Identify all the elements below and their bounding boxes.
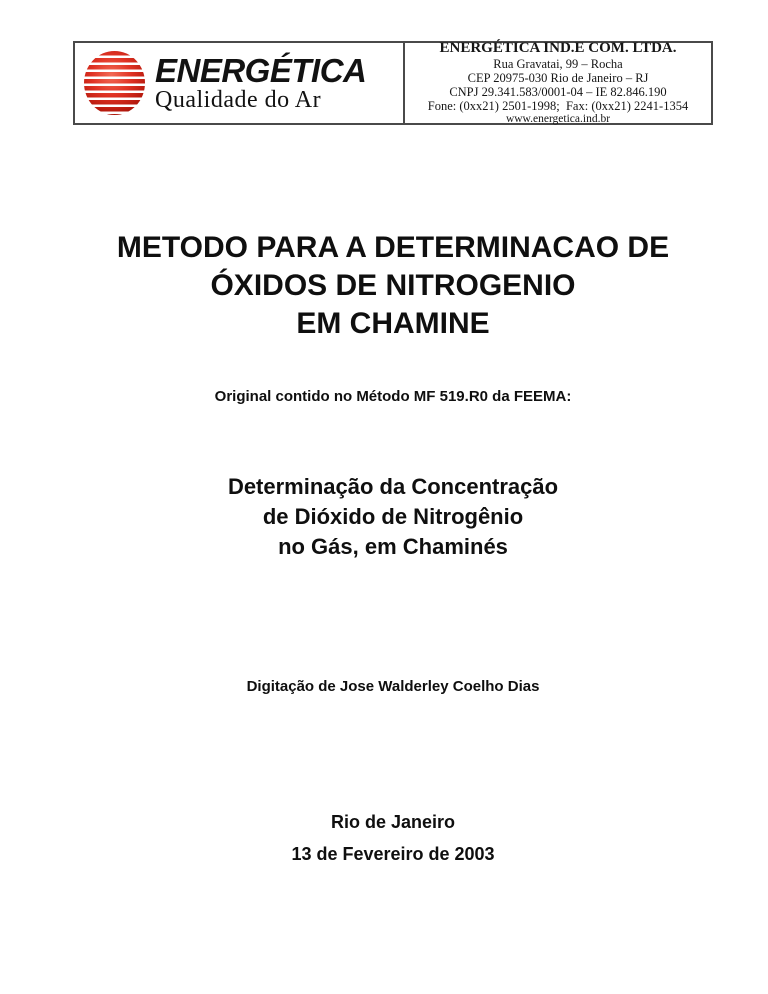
- document-title-line3: EM CHAMINE: [296, 307, 490, 340]
- company-phone-fax: Fone: (0xx21) 2501-1998; Fax: (0xx21) 2241-1354: [427, 99, 689, 114]
- document-title-line1: METODO PARA A DETERMINACAO DE: [116, 231, 670, 264]
- company-info-block: [403, 39, 711, 126]
- company-address-street: Rua Gravatai, 99 – Rocha: [493, 56, 623, 71]
- company-website: www.energetica.ind.br: [505, 113, 611, 126]
- document-title: [73, 229, 713, 343]
- document-title-line2: ÓXIDOS DE NITROGENIO: [210, 269, 576, 302]
- company-registration: CNPJ 29.341.583/0001-04 – IE 82.846.190: [449, 85, 667, 100]
- document-subtitle-line2: de Dióxido de Nitrogênio: [262, 504, 524, 529]
- place: Rio de Janeiro: [330, 812, 456, 832]
- company-logo: [75, 43, 403, 123]
- source-note: Original contido no Método MF 519.R0 da FEEMA:: [214, 388, 572, 405]
- company-address-city: CEP 20975-030 Rio de Janeiro – RJ: [467, 70, 649, 85]
- brand-tagline: Qualidade do Ar: [155, 87, 322, 113]
- document-subtitle: [73, 472, 713, 562]
- brand-name: ENERGÉTICA: [155, 52, 367, 89]
- company-name: ENERGÉTICA IND.E COM. LTDA.: [439, 39, 677, 56]
- document-subtitle-line3: no Gás, em Chaminés: [278, 534, 508, 559]
- letterhead: [73, 41, 713, 125]
- typing-credit: Digitação de Jose Walderley Coelho Dias: [246, 678, 540, 695]
- date: 13 de Fevereiro de 2003: [291, 844, 495, 864]
- striped-globe-icon: [84, 51, 145, 115]
- document-subtitle-line1: Determinação da Concentração: [227, 474, 559, 499]
- place-date-block: [73, 806, 713, 870]
- logo-text: [155, 54, 366, 112]
